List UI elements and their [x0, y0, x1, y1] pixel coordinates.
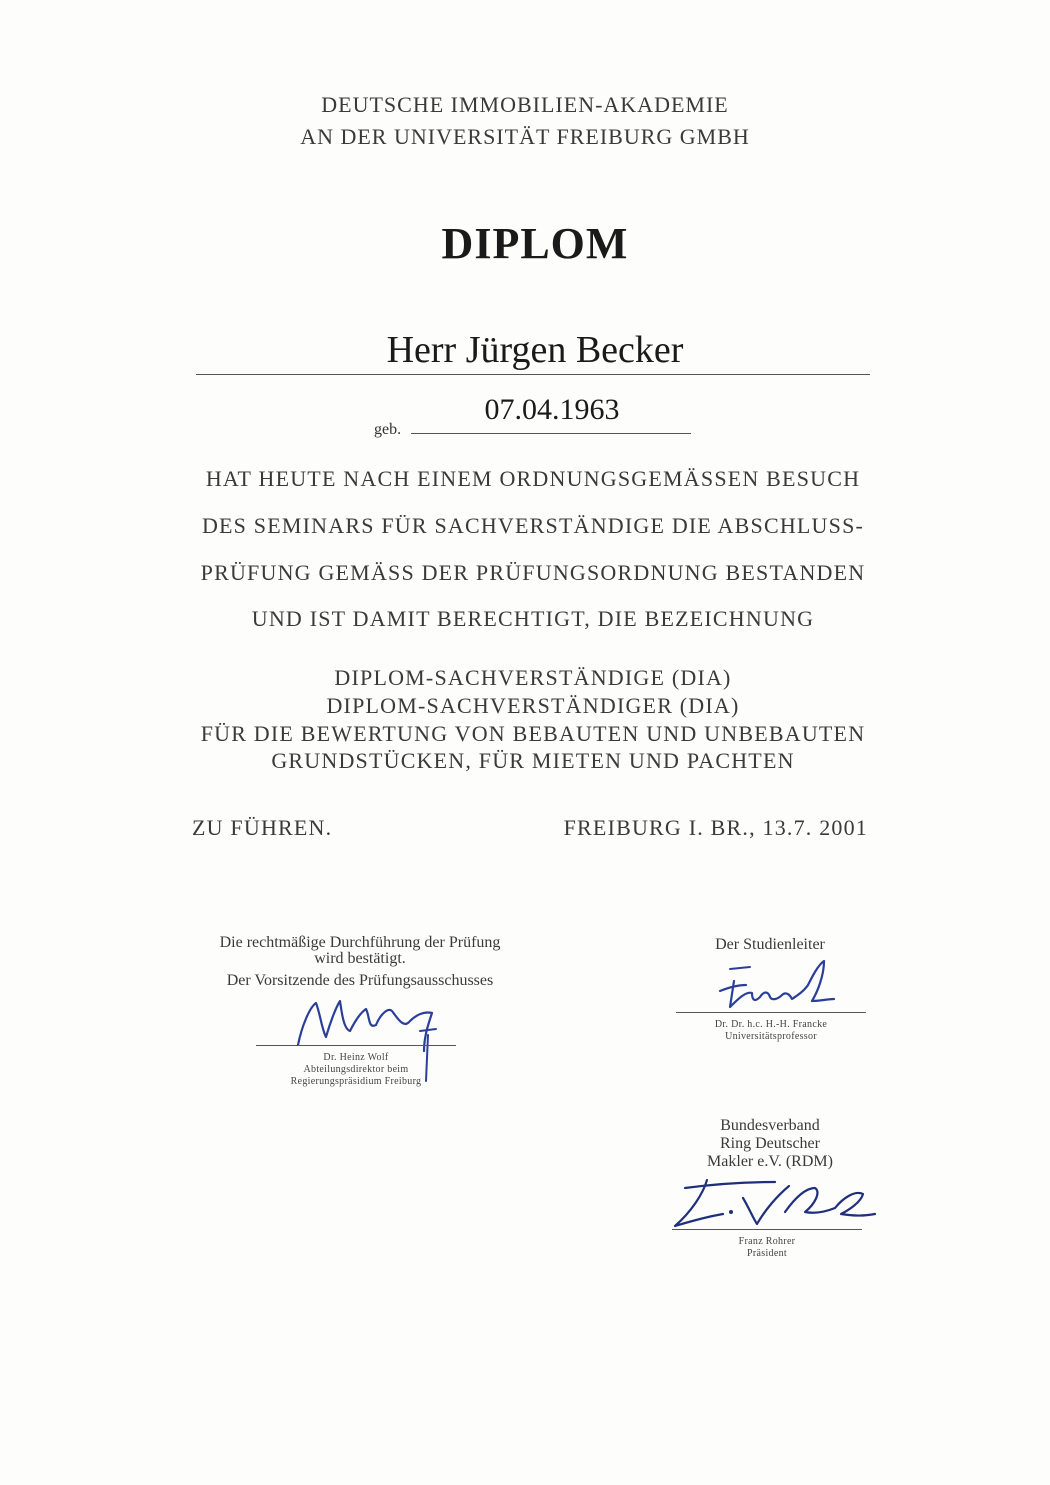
- association-signer-role: Präsident: [747, 1248, 787, 1259]
- director-signature-line: [676, 1012, 866, 1013]
- body-line-2: DES SEMINARS FÜR SACHVERSTÄNDIGE DIE ABSCHLUSS-: [201, 513, 865, 538]
- birth-date-underline: [411, 433, 691, 434]
- association-signer-name: Franz Rohrer: [738, 1236, 796, 1247]
- born-label: geb.: [374, 421, 402, 438]
- institution-line-1: DEUTSCHE IMMOBILIEN-AKADEMIE: [321, 92, 729, 117]
- examiner-name: Dr. Heinz Wolf: [323, 1052, 389, 1063]
- director-caption: Der Studienleiter: [715, 936, 825, 953]
- association-caption-2: Ring Deutscher: [720, 1135, 820, 1152]
- name-underline: [196, 374, 870, 375]
- body-line-4: UND IST DAMIT BERECHTIGT, DIE BEZEICHNUNG: [251, 606, 815, 631]
- examiner-role-1: Abteilungsdirektor beim: [303, 1064, 409, 1075]
- document-title: DIPLOM: [441, 219, 629, 268]
- examiner-caption-3: Der Vorsitzende des Prüfungsausschusses: [226, 972, 494, 989]
- examiner-caption-2: wird bestätigt.: [314, 950, 406, 967]
- examiner-signature-line: [256, 1045, 456, 1046]
- designation-line-2: DIPLOM-SACHVERSTÄNDIGER (DIA): [326, 693, 740, 718]
- director-name: Dr. Dr. h.c. H.-H. Francke: [714, 1019, 828, 1030]
- association-signature-line: [672, 1229, 862, 1230]
- association-caption-3: Makler e.V. (RDM): [707, 1153, 833, 1170]
- institution-line-2: AN DER UNIVERSITÄT FREIBURG GMBH: [300, 124, 750, 149]
- designation-line-4: GRUNDSTÜCKEN, FÜR MIETEN UND PACHTEN: [271, 748, 795, 773]
- examiner-role-2: Regierungspräsidium Freiburg: [290, 1076, 422, 1087]
- association-signature: [665, 1168, 885, 1238]
- examiner-caption-1: Die rechtmäßige Durchführung der Prüfung: [219, 934, 501, 951]
- closing-place-date: FREIBURG I. BR., 13.7. 2001: [563, 815, 868, 840]
- body-line-1: HAT HEUTE NACH EINEM ORDNUNGSGEMÄSSEN BESUCH: [205, 466, 861, 491]
- director-role: Universitätsprofessor: [725, 1031, 817, 1042]
- association-caption-1: Bundesverband: [720, 1117, 820, 1134]
- closing-left: ZU FÜHREN.: [192, 815, 333, 840]
- recipient-name: Herr Jürgen Becker: [386, 329, 684, 371]
- designation-line-3: FÜR DIE BEWERTUNG VON BEBAUTEN UND UNBEBAUTEN: [200, 721, 866, 746]
- designation-line-1: DIPLOM-SACHVERSTÄNDIGE (DIA): [334, 665, 732, 690]
- birth-date: 07.04.1963: [484, 393, 620, 426]
- body-line-3: PRÜFUNG GEMÄSS DER PRÜFUNGSORDNUNG BESTANDEN: [200, 560, 866, 585]
- director-signature: [700, 955, 850, 1015]
